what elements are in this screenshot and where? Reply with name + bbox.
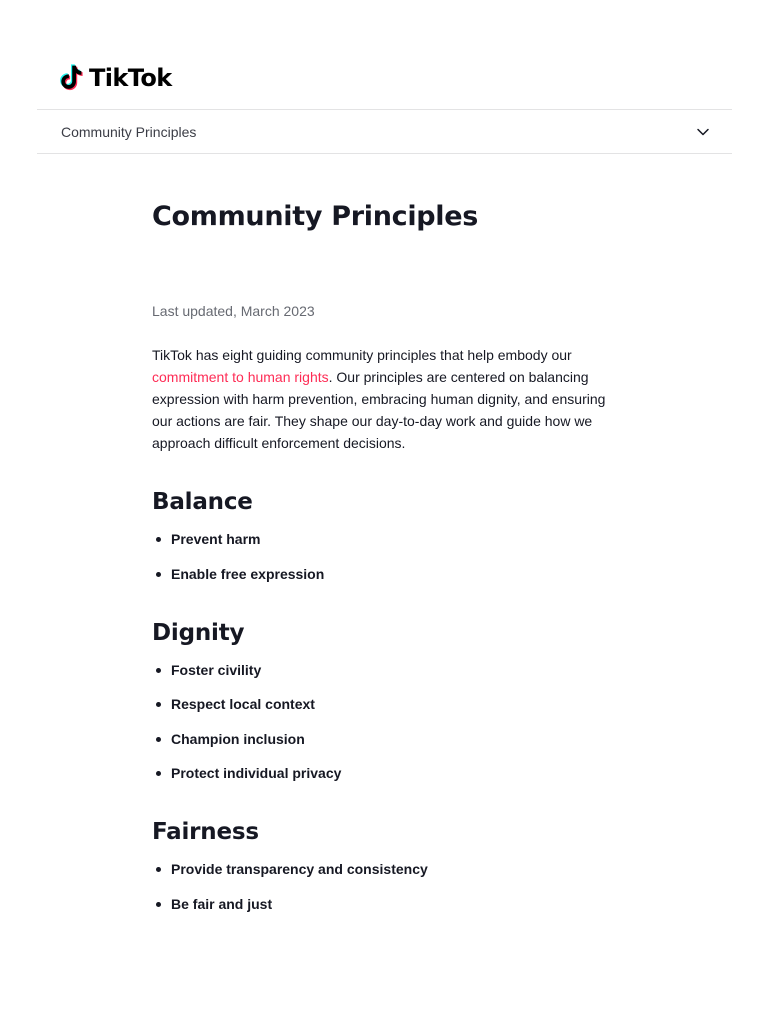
intro-text-before-link: TikTok has eight guiding community principles that help embody our bbox=[152, 347, 572, 363]
human-rights-link[interactable]: commitment to human rights bbox=[152, 369, 329, 385]
intro-text-after-link: . Our principles are centered on balancing expression with harm prevention, embracing human dignity, and ensuring our actions are fair. They shape our day-to-day work and guide how we approach difficult enforcement decisions. bbox=[152, 369, 606, 451]
article-content bbox=[152, 196, 622, 914]
list-item: Champion inclusion bbox=[152, 729, 622, 749]
balance-list bbox=[152, 529, 622, 584]
list-item: Prevent harm bbox=[152, 529, 622, 549]
list-item: Enable free expression bbox=[152, 564, 622, 584]
section-heading-fairness: Fairness bbox=[152, 819, 259, 846]
section-selector-dropdown[interactable] bbox=[37, 109, 732, 154]
last-updated-text: Last updated, March 2023 bbox=[152, 303, 315, 319]
fairness-list bbox=[152, 859, 622, 914]
list-item: Respect local context bbox=[152, 694, 622, 714]
section-selector-label: Community Principles bbox=[61, 123, 197, 140]
dignity-list bbox=[152, 660, 622, 784]
intro-paragraph bbox=[152, 344, 622, 454]
list-item: Be fair and just bbox=[152, 894, 622, 914]
chevron-down-icon[interactable] bbox=[696, 125, 710, 139]
tiktok-note-icon bbox=[60, 63, 86, 93]
list-item: Provide transparency and consistency bbox=[152, 859, 622, 879]
section-heading-dignity: Dignity bbox=[152, 619, 245, 646]
brand-wordmark: TikTok bbox=[89, 64, 172, 92]
tiktok-logo[interactable] bbox=[60, 62, 172, 94]
list-item: Foster civility bbox=[152, 660, 622, 680]
section-heading-balance: Balance bbox=[152, 489, 253, 515]
list-item: Protect individual privacy bbox=[152, 763, 622, 783]
page-title: Community Principles bbox=[152, 201, 479, 232]
